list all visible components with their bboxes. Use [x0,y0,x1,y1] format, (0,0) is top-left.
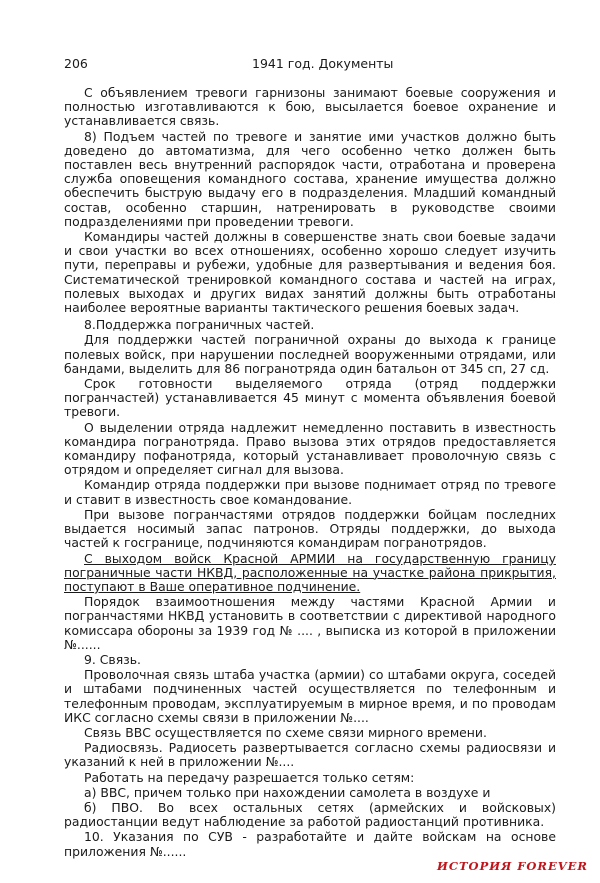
list-item: а) ВВС, причем только при нахождении самолета в воздухе и [84,784,491,800]
paragraph: Проволочная связь штаба участка (армии) со штабами округа, соседей и штабами подчиненных частей осуществляется по телефонным и телефонным проводам, эксплуатируемым в мирное время, и по проводам ИКС согласно схемы связи в приложении №.... [64,667,556,725]
paragraph: При вызове погранчастями отрядов поддержки бойцам последних выдается носимый запас патронов. Отряды поддержки, до выхода частей к госгранице, подчиняются командирам погранотрядов. [64,506,556,551]
paragraph: Срок готовности выделяемого отряда (отряд поддержки погранчастей) устанавливается 45 минут с момента объявления боевой тревоги. [64,376,556,420]
paragraph: О выделении отряда надлежит немедленно поставить в известность командира погранотряда. Право вызова этих отрядов предоставляется командиру пофанотряда, который устанавливает проволочную связь с отрядом и определяет сигнал для вызова. [64,419,556,478]
page-header [64,56,554,72]
paragraph: Командиры частей должны в совершенстве знать свои боевые задачи и свои участки во всех отношениях, особенно хорошо следует изучить пути, переправы и рубежи, удобные для развертывания и ведения боя. Систематической тренировкой командного состава и частей на играх, полевых выходах и других видах занятий должны быть отработаны наиболее вероятные варианты тактического решения боевых задач. [64,229,556,316]
paragraph: Работать на передачу разрешается только сетям: [84,769,415,785]
paragraph: Командир отряда поддержки при вызове поднимает отряд по тревоге и ставит в известность свое командование. [64,477,556,507]
section-heading: 9. Связь. [84,651,141,667]
section-heading: 8.Поддержка пограничных частей. [84,317,315,333]
running-title: 1941 год. Документы [252,56,394,71]
paragraph: Для поддержки частей пограничной охраны до выхода к границе полевых войск, при нарушении последней вооруженными отрядами, или бандами, выделить для 86 погранотряда один батальон от 345 сп, 27 сд. [64,332,556,376]
list-item: б) ПВО. Во всех остальных сетях (армейских и войсковых) радиостанции ведут наблюдение за работой радиостанций противника. [64,799,556,830]
watermark-logo: ИСТОРИЯ FOREVER [436,859,588,873]
paragraph: С объявлением тревоги гарнизоны занимают боевые сооружения и полностью изготавливаются к бою, высылается боевое охранение и устанавливается связь. [64,85,556,129]
paragraph: Связь ВВС осуществляется по схеме связи мирного времени. [84,724,487,740]
page-number: 206 [64,56,88,71]
paragraph: 8) Подъем частей по тревоге и занятие ими участков должно быть доведено до автоматизма, для чего особенно четко должен быть поставлен весь внутренний распорядок части, отработана и проверена служба оповещения командного состава, хранение имущества должно обеспечить быструю выдачу его в подразделения. Младший командный состав, особенно старшин, натренировать в руководстве своими подразделениями при проведении тревоги. [64,128,556,229]
paragraph: Порядок взаимоотношения между частями Красной Армии и погранчастями НКВД установить в соответствии с директивой народного комиссара обороны за 1939 год № .... , выписка из которой в приложении №...... [64,594,556,652]
paragraph: 10. Указания по СУВ - разработайте и дайте войскам на основе приложения №...... [64,829,556,859]
underlined-paragraph: С выходом войск Красной АРМИИ на государственную границу пограничные части НКВД, расположенные на участке района прикрытия, поступают в Ваше оперативное подчинение. [64,550,556,594]
paragraph: Радиосвязь. Радиосеть развертывается согласно схемы радиосвязи и указаний к ней в приложении №.... [64,740,556,770]
document-body [64,86,556,860]
